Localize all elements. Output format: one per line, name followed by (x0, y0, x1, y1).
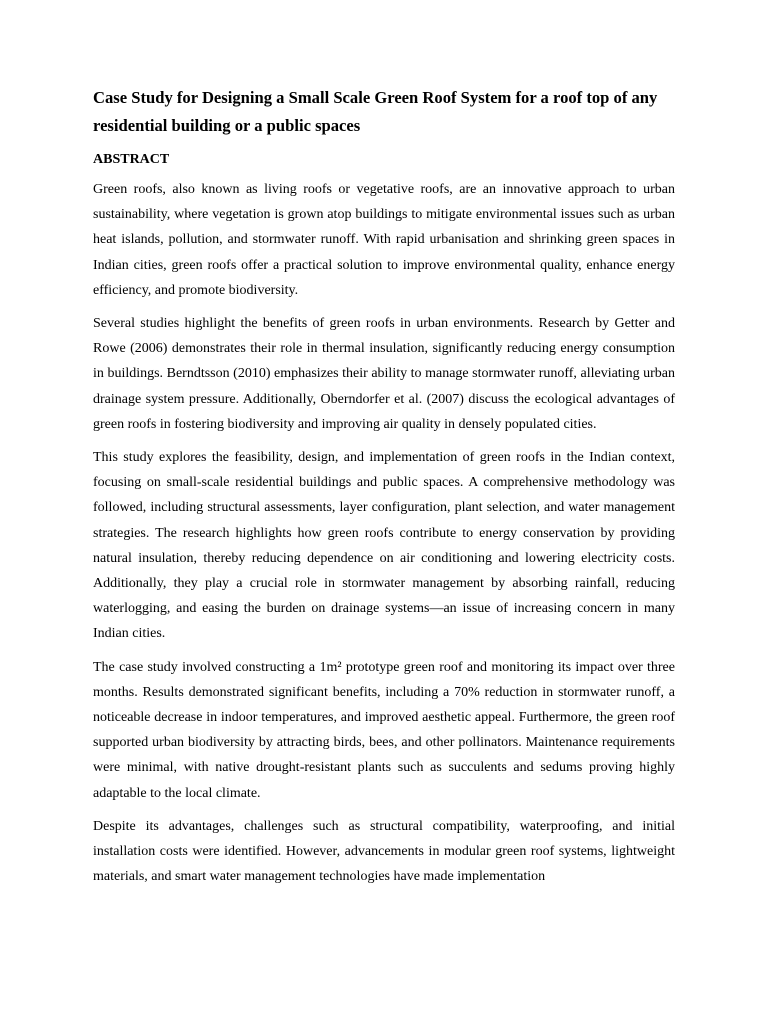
abstract-paragraph-1: Green roofs, also known as living roofs or vegetative roofs, are an innovative approach to urban sustainability, where vegetation is grown atop buildings to mitigate environmental issues such as urban heat islands, pollution, and stormwater runoff. With rapid urbanisation and shrinking green spaces in Indian cities, green roofs offer a practical solution to improve environmental quality, enhance energy efficiency, and promote biodiversity. (93, 182, 675, 298)
abstract-paragraph-3: This study explores the feasibility, design, and implementation of green roofs in the Indian context, focusing on small-scale residential buildings and public spaces. A comprehensive methodology was followed, including structural assessments, layer configuration, plant selection, and water management strategies. The research highlights how green roofs contribute to energy conservation by providing natural insulation, thereby reducing dependence on air conditioning and lowering electricity costs. Additionally, they play a crucial role in stormwater management by absorbing rainfall, reducing waterlogging, and easing the burden on drainage systems—an issue of increasing concern in many Indian cities. (93, 450, 675, 642)
abstract-paragraph-5: Despite its advantages, challenges such as structural compatibility, waterproofing, and initial installation costs were identified. However, advancements in modular green roof systems, lightweight materials, and smart water management technologies have made implementation (93, 818, 675, 885)
abstract-heading: ABSTRACT (93, 152, 170, 167)
abstract-paragraph-4: The case study involved constructing a 1m² prototype green roof and monitoring its impact over three months. Results demonstrated significant benefits, including a 70% reduction in stormwater runoff, a noticeable decrease in indoor temperatures, and improved aesthetic appeal. Furthermore, the green roof supported urban biodiversity by attracting birds, bees, and other pollinators. Maintenance requirements were minimal, with native drought-resistant plants such as succulents and sedums proving highly adaptable to the local climate. (93, 659, 675, 801)
abstract-paragraph-2: Several studies highlight the benefits of green roofs in urban environments. Research by Getter and Rowe (2006) demonstrates their role in thermal insulation, significantly reducing energy consumption in buildings. Berndtsson (2010) emphasizes their ability to manage stormwater runoff, alleviating urban drainage system pressure. Additionally, Oberndorfer et al. (2007) discuss the ecological advantages of green roofs in fostering biodiversity and improving air quality in densely populated cities. (93, 316, 675, 432)
document-title: Case Study for Designing a Small Scale Green Roof System for a roof top of any residential building or a public spaces (93, 88, 658, 135)
document-body (93, 84, 675, 897)
